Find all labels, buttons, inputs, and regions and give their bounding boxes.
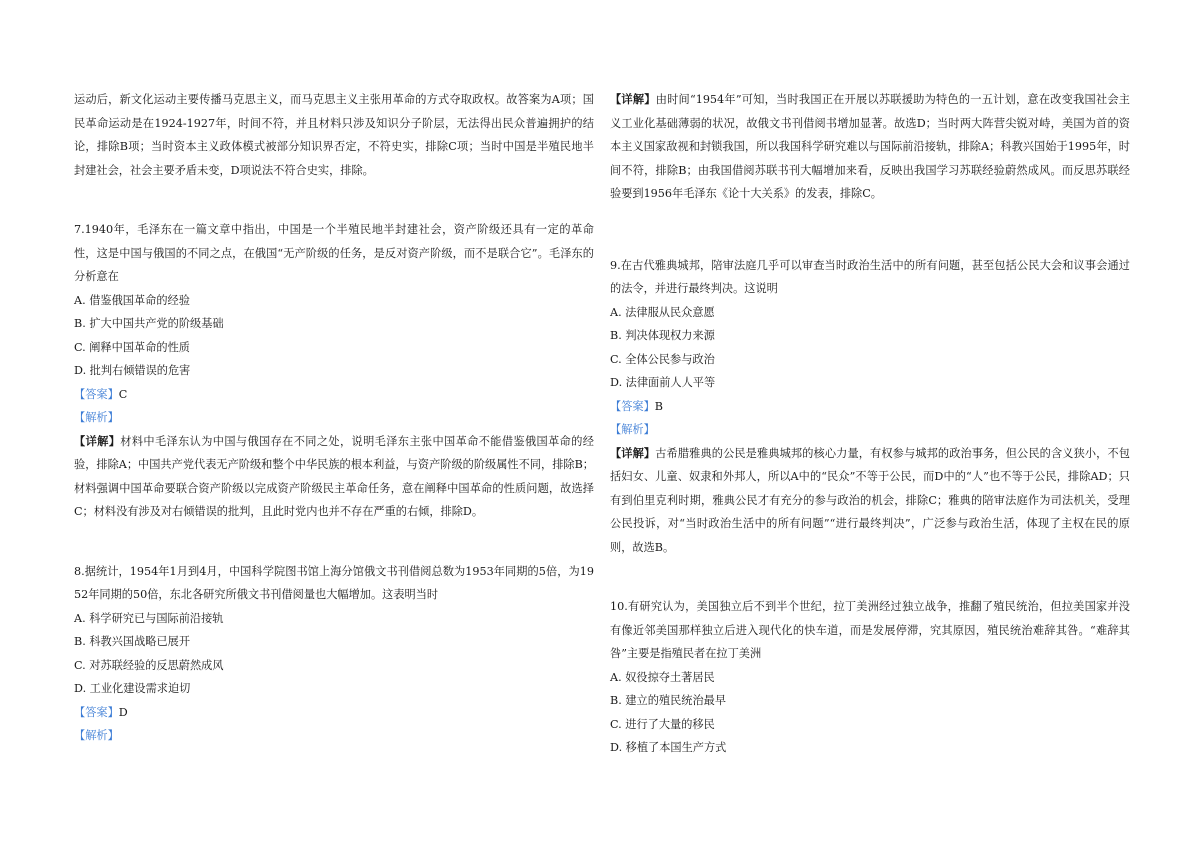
left-column — [74, 88, 594, 748]
question-9-stem: 9.在古代雅典城邦，陪审法庭几乎可以审查当时政治生活中的所有问题，甚至包括公民大会和议事会通过的法令，并进行最终判决。这说明 — [610, 258, 1130, 295]
answer-tag: 【答案】 — [74, 705, 119, 719]
question-7-option-c: C. 阐释中国革命的性质 — [74, 340, 190, 354]
analysis-tag: 【解析】 — [610, 423, 655, 436]
answer-value: C — [118, 387, 128, 401]
question-9-analysis — [610, 418, 1130, 442]
analysis-tag: 【解析】 — [74, 411, 119, 424]
question-9-option-a: A. 法律服从民众意愿 — [610, 305, 715, 319]
detail-tag: 【详解】 — [610, 445, 656, 460]
question-8-option-a: A. 科学研究已与国际前沿接轨 — [74, 611, 224, 625]
answer-value: D — [118, 705, 128, 719]
question-8-detail — [610, 88, 1130, 206]
question-10 — [610, 595, 1130, 760]
question-9-option-c: C. 全体公民参与政治 — [610, 352, 715, 366]
question-10-stem: 10.有研究认为，美国独立后不到半个世纪，拉丁美洲经过独立战争，推翻了殖民统治，但拉美国家并没有像近邻美国那样独立后进入现代化的快车道，而是发展停滞，究其原因，殖民统治难辞其咎。“难辞其咎”主要是指殖民者在拉丁美洲 — [610, 600, 1130, 660]
continuation-paragraph: 运动后，新文化运动主要传播马克思主义，而马克思主义主张用革命的方式夺取政权。故答案为A项；国民革命运动是在1924-1927年，时间不符，并且材料只涉及知识分子阶层，无法得出民众普遍拥护的结论，排除B项；当时资本主义政体模式被部分知识界否定，不符史实，排除C项；当时中国是半殖民地半封建社会，社会主要矛盾未变，D项说法不符合史实，排除。 — [74, 93, 594, 177]
question-10-option-d: D. 移植了本国生产方式 — [610, 741, 727, 754]
answer-tag: 【答案】 — [610, 399, 655, 413]
detail-tag: 【详解】 — [610, 92, 656, 106]
question-8 — [74, 560, 594, 748]
right-column — [610, 88, 1130, 760]
question-9-answer — [610, 395, 1130, 419]
question-7-option-d: D. 批判右倾错误的危害 — [74, 364, 191, 377]
question-7-analysis — [74, 406, 594, 430]
question-8-option-c: C. 对苏联经验的反思蔚然成风 — [74, 658, 224, 672]
detail-tag: 【详解】 — [74, 433, 121, 448]
detail-text: 由时间“1954年”可知，当时我国正在开展以苏联援助为特色的一五计划，意在改变我国社会主义工业化基础薄弱的状况，故俄文书刊借阅书增加显著。故选D；当时两大阵营尖锐对峙，美国为首的资本主义国家敌视和封锁我国，所以我国科学研究难以与国际前沿接轨，排除A；科教兴国始于1995年，时间不符，排除B；由我国借阅苏联书刊大幅增加来看，反映出我国学习苏联经验蔚然成风。而反思苏联经验要到1956年毛泽东《论十大关系》的发表，排除C。 — [610, 93, 1130, 200]
question-7 — [74, 218, 594, 524]
question-8-analysis — [74, 724, 594, 748]
question-7-detail — [74, 430, 594, 524]
question-8-option-b: B. 科教兴国战略已展开 — [74, 635, 191, 648]
detail-text: 古希腊雅典的公民是雅典城邦的核心力量，有权参与城邦的政治事务，但公民的含义狭小，不包括妇女、儿童、奴隶和外邦人，所以A中的“民众”不等于公民，而D中的“人”也不等于公民，排除AD；只有到伯里克利时期，雅典公民才有充分的参与政治的机会，排除C；雅典的陪审法庭作为司法机关，受理公民投诉，对“当时政治生活中的所有问题”“进行最终判决”，广泛参与政治生活，体现了主权在民的原则，故选B。 — [610, 446, 1130, 554]
question-8-answer — [74, 701, 594, 725]
question-10-option-b: B. 建立的殖民统治最早 — [610, 694, 727, 707]
question-7-option-a: A. 借鉴俄国革命的经验 — [74, 293, 190, 307]
question-9 — [610, 254, 1130, 560]
question-10-option-c: C. 进行了大量的移民 — [610, 717, 715, 731]
detail-text: 材料中毛泽东认为中国与俄国存在不同之处，说明毛泽东主张中国革命不能借鉴俄国革命的经验，排除A；中国共产党代表无产阶级和整个中华民族的根本利益，与资产阶级的阶级属性不同，排除B；材料强调中国革命要联合资产阶级以完成资产阶级民主革命任务，意在阐释中国革命的性质问题，故选择C；材料没有涉及对右倾错误的批判，且此时党内也并不存在严重的右倾，排除D。 — [74, 434, 594, 518]
question-7-answer — [74, 383, 594, 407]
question-7-option-b: B. 扩大中国共产党的阶级基础 — [74, 317, 224, 330]
question-7-stem: 7.1940年，毛泽东在一篇文章中指出，中国是一个半殖民地半封建社会，资产阶级还具有一定的革命性，这是中国与俄国的不同之点，在俄国“无产阶级的任务，是反对资产阶级，而不是联合它”。毛泽东的分析意在 — [74, 223, 594, 283]
question-9-option-b: B. 判决体现权力来源 — [610, 329, 715, 342]
question-8-stem: 8.据统计，1954年1月到4月，中国科学院图书馆上海分馆俄文书刊借阅总数为1953年同期的5倍，为1952年同期的50倍，东北各研究所俄文书刊借阅量也大幅增加。这表明当时 — [74, 564, 594, 601]
answer-value: B — [654, 399, 663, 413]
question-8-option-d: D. 工业化建设需求迫切 — [74, 682, 191, 695]
question-9-detail — [610, 442, 1130, 560]
question-9-option-d: D. 法律面前人人平等 — [610, 376, 716, 389]
answer-tag: 【答案】 — [74, 387, 119, 401]
question-10-option-a: A. 奴役掠夺土著居民 — [610, 670, 715, 684]
analysis-tag: 【解析】 — [74, 729, 119, 742]
